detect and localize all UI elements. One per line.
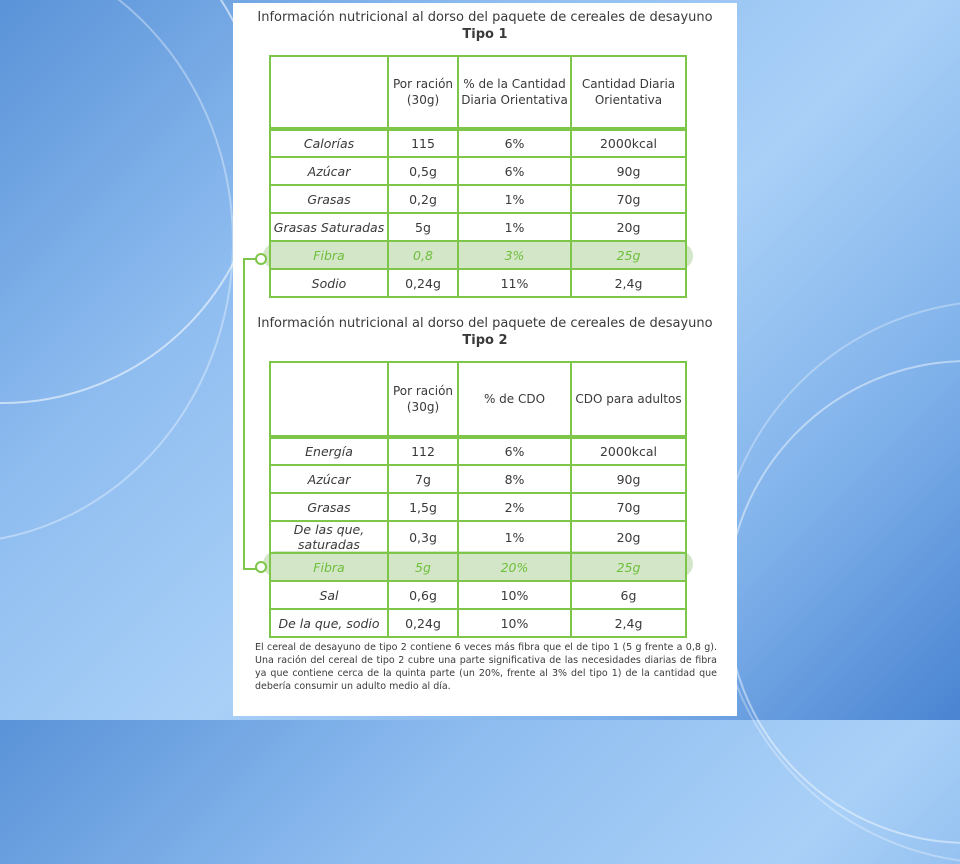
connector-dot-icon: [255, 561, 267, 573]
daily-value: 2,4g: [571, 609, 686, 637]
nutrient-label: Calorías: [270, 129, 388, 157]
nutrient-label: Azúcar: [270, 465, 388, 493]
nutrient-label: Grasas Saturadas: [270, 213, 388, 241]
nutrient-label: Sal: [270, 581, 388, 609]
table-row: [270, 157, 686, 185]
percent-value: 6%: [458, 129, 571, 157]
daily-value: 20g: [571, 521, 686, 553]
serving-value: 0,5g: [388, 157, 458, 185]
percent-value: 20%: [458, 553, 571, 581]
daily-value: 70g: [571, 493, 686, 521]
serving-value: 115: [388, 129, 458, 157]
nutrient-label: Grasas: [270, 185, 388, 213]
header-cell: Por ración (30g): [388, 56, 458, 129]
header-cell: [270, 362, 388, 437]
daily-value: 2000kcal: [571, 129, 686, 157]
percent-value: 1%: [458, 185, 571, 213]
nutrient-label: Energía: [270, 437, 388, 465]
serving-value: 1,5g: [388, 493, 458, 521]
daily-value: 20g: [571, 213, 686, 241]
table1-heading: [233, 9, 737, 43]
serving-value: 0,8: [388, 241, 458, 269]
nutrition-table-tipo2: [269, 361, 687, 638]
nutrition-table-tipo1: [269, 55, 687, 298]
daily-value: 90g: [571, 157, 686, 185]
serving-value: 0,24g: [388, 269, 458, 297]
header-cell: % de CDO: [458, 362, 571, 437]
serving-value: 0,3g: [388, 521, 458, 553]
serving-value: 0,2g: [388, 185, 458, 213]
nutrient-label: Fibra: [270, 241, 388, 269]
percent-value: 6%: [458, 437, 571, 465]
percent-value: 8%: [458, 465, 571, 493]
serving-value: 7g: [388, 465, 458, 493]
table-row-fiber: [270, 241, 686, 269]
daily-value: 25g: [571, 553, 686, 581]
document-page: [233, 3, 737, 716]
table-header-row: [270, 362, 686, 437]
percent-value: 11%: [458, 269, 571, 297]
nutrient-label: De las que, saturadas: [270, 521, 388, 553]
percent-value: 10%: [458, 609, 571, 637]
table2-title: Información nutricional al dorso del paquete de cereales de desayuno: [257, 316, 713, 331]
percent-value: 10%: [458, 581, 571, 609]
daily-value: 25g: [571, 241, 686, 269]
table-row: [270, 269, 686, 297]
table2-heading: [233, 315, 737, 349]
header-cell: CDO para adultos: [571, 362, 686, 437]
percent-value: 2%: [458, 493, 571, 521]
table1-title: Información nutricional al dorso del paquete de cereales de desayuno: [257, 10, 713, 25]
daily-value: 6g: [571, 581, 686, 609]
table-row: [270, 465, 686, 493]
connector-dot-icon: [255, 253, 267, 265]
daily-value: 2000kcal: [571, 437, 686, 465]
table-row: [270, 493, 686, 521]
percent-value: 6%: [458, 157, 571, 185]
percent-value: 3%: [458, 241, 571, 269]
header-cell: % de la Cantidad Diaria Orientativa: [458, 56, 571, 129]
table-row: [270, 213, 686, 241]
nutrient-label: Grasas: [270, 493, 388, 521]
daily-value: 2,4g: [571, 269, 686, 297]
serving-value: 0,24g: [388, 609, 458, 637]
serving-value: 0,6g: [388, 581, 458, 609]
nutrient-label: Azúcar: [270, 157, 388, 185]
serving-value: 112: [388, 437, 458, 465]
table1-subtitle: Tipo 1: [462, 27, 508, 42]
background-swoosh: [716, 300, 960, 864]
explanatory-note: El cereal de desayuno de tipo 2 contiene 6 veces más fibra que el de tipo 1 (5 g frente a 0,8 g). Una ración del cereal de tipo 2 cubre una parte significativa de las necesidades diarias de fibra ya que contiene cerca de la quinta parte (un 20%, frente al 3% del tipo 1) de la cantidad que debería consumir un adulto medio al día.: [255, 642, 717, 692]
nutrient-label: Sodio: [270, 269, 388, 297]
serving-value: 5g: [388, 553, 458, 581]
header-cell: Cantidad Diaria Orientativa: [571, 56, 686, 129]
table-row: [270, 521, 686, 553]
table-row-fiber: [270, 553, 686, 581]
table-row: [270, 581, 686, 609]
percent-value: 1%: [458, 213, 571, 241]
table-row: [270, 437, 686, 465]
table-header-row: [270, 56, 686, 129]
table-row: [270, 185, 686, 213]
serving-value: 5g: [388, 213, 458, 241]
daily-value: 70g: [571, 185, 686, 213]
nutrient-label: De la que, sodio: [270, 609, 388, 637]
header-cell: [270, 56, 388, 129]
table-row: [270, 609, 686, 637]
header-cell: Por ración (30g): [388, 362, 458, 437]
percent-value: 1%: [458, 521, 571, 553]
table2-subtitle: Tipo 2: [462, 333, 508, 348]
table-row: [270, 129, 686, 157]
daily-value: 90g: [571, 465, 686, 493]
fiber-connector-line: [243, 258, 259, 570]
nutrient-label: Fibra: [270, 553, 388, 581]
